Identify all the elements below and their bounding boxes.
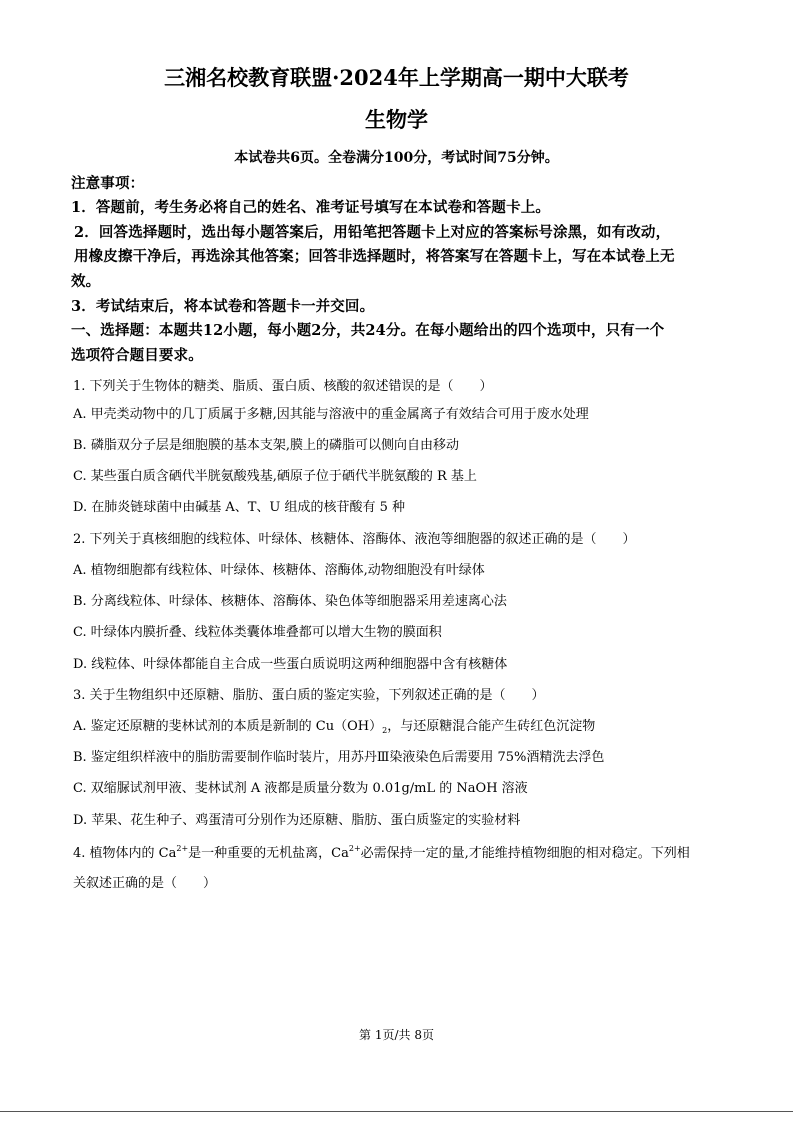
notes-heading: 注意事项： [71,175,145,192]
question-1-option-d: D. 在肺炎链球菌中由碱基 A、T、U 组成的核苷酸有 5 种 [73,500,406,515]
question-2-option-b: B. 分离线粒体、叶绿体、核糖体、溶酶体、染色体等细胞器采用差速离心法 [73,594,507,609]
note-item-2-line-1: 2．回答选择题时，选出每小题答案后，用铅笔把答题卡上对应的答案标号涂黑，如有改动， [74,224,671,241]
question-3-option-a-text-end: ，与还原糖混合能产生砖红色沉淀物 [387,719,596,734]
exam-info: 本试卷共6页。全卷满分100分，考试时间75分钟。 [234,150,559,166]
question-1-option-c: C. 某些蛋白质含硒代半胱氨酸残基,硒原子位于硒代半胱氨酸的 R 基上 [73,469,477,484]
question-3-stem: 3. 关于生物组织中还原糖、脂肪、蛋白质的鉴定实验，下列叙述正确的是（ ） [73,688,545,703]
question-4-text-1: 4. 植物体内的 Ca [73,846,177,861]
superscript-charge-1: 2+ [176,844,189,853]
note-item-2-line-2: 用橡皮擦干净后，再选涂其他答案；回答非选择题时，将答案写在答题卡上，写在本试卷上无 [74,248,675,265]
question-4-text-3: 必需保持一定的量,才能维持植物细胞的相对稳定。下列相 [360,846,690,861]
subject-title: 生物学 [365,107,428,132]
question-2-option-c: C. 叶绿体内膜折叠、线粒体类囊体堆叠都可以增大生物的膜面积 [73,625,442,640]
question-2-option-d: D. 线粒体、叶绿体都能自主合成一些蛋白质说明这两种细胞器中含有核糖体 [73,657,508,672]
subscript-2: 2 [382,726,388,735]
note-item-1: 1．答题前，考生务必将自己的姓名、准考证号填写在本试卷和答题卡上。 [71,199,551,216]
question-4-stem-line-2: 关叙述正确的是（ ） [73,876,217,891]
question-1-stem: 1. 下列关于生物体的糖类、脂质、蛋白质、核酸的叙述错误的是（ ） [73,379,493,394]
question-2-option-a: A. 植物细胞都有线粒体、叶绿体、核糖体、溶酶体,动物细胞没有叶绿体 [73,563,485,578]
bottom-divider [0,1111,793,1112]
exam-title: 三湘名校教育联盟·2024年上学期高一期中大联考 [164,65,629,90]
section-1-heading-line-2: 选项符合题目要求。 [71,347,203,364]
note-item-3: 3．考试结束后，将本试卷和答题卡一并交回。 [71,298,375,315]
question-4-text-2: 是一种重要的无机盐离，Ca [188,846,349,861]
section-1-heading-line-1: 一、选择题：本题共12小题，每小题2分，共24分。在每小题给出的四个选项中，只有一个 [71,322,665,339]
superscript-charge-2: 2+ [348,844,361,853]
question-1-option-a: A. 甲壳类动物中的几丁质属于多糖,因其能与溶液中的重金属离子有效结合可用于废水处理 [73,407,589,422]
question-2-stem: 2. 下列关于真核细胞的线粒体、叶绿体、核糖体、溶酶体、液泡等细胞器的叙述正确的是（ ） [73,532,636,547]
question-3-option-a [73,715,595,734]
page-number: 第 1页/共 8页 [359,1028,434,1042]
question-3-option-c: C. 双缩脲试剂甲液、斐林试剂 A 液都是质量分数为 0.01g/mL 的 NaOH 溶液 [73,781,528,796]
question-1-option-b: B. 磷脂双分子层是细胞膜的基本支架,膜上的磷脂可以侧向自由移动 [73,438,459,453]
question-3-option-d: D. 苹果、花生种子、鸡蛋清可分别作为还原糖、脂肪、蛋白质鉴定的实验材料 [73,813,521,828]
question-3-option-b: B. 鉴定组织样液中的脂肪需要制作临时装片，用苏丹Ⅲ染液染色后需要用 75%酒精洗去浮色 [73,750,605,765]
question-3-option-a-text: A. 鉴定还原糖的斐林试剂的本质是新制的 Cu（OH） [73,719,383,734]
question-4-stem-line-1 [73,842,690,861]
note-item-2-line-3: 效。 [71,273,101,290]
